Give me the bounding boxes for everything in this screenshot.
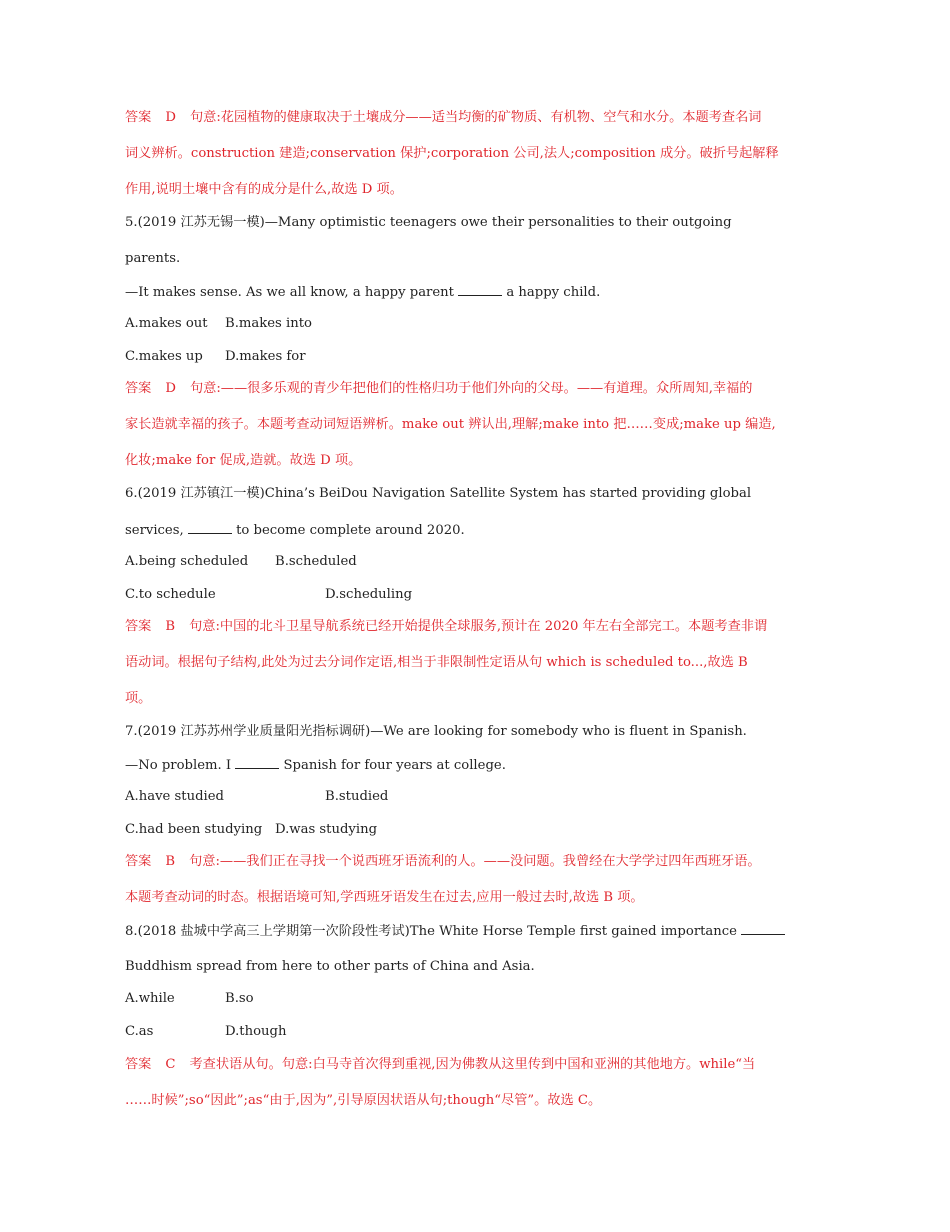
answer-key: B xyxy=(165,619,176,634)
q7-reply-after: Spanish for four years at college. xyxy=(283,758,506,773)
q5-reply xyxy=(125,283,600,302)
q8-stem-text: 8.(2018 盐城中学高三上学期第一次阶段性考试)The White Horse Temple first gained importance xyxy=(125,924,737,939)
q6-stem-line-1: 6.(2019 江苏镇江一模)China’s BeiDou Navigation Satellite System has started providing global xyxy=(125,486,752,501)
answer-text: 句意:中国的北斗卫星导航系统已经开始提供全球服务,预计在 2020 年左右全部完工。本题考查非谓 xyxy=(189,619,768,634)
answer-key: C xyxy=(165,1057,176,1072)
q7-options-row-2 xyxy=(125,821,378,839)
q5-option-c: C.makes up xyxy=(125,349,203,364)
answer-key: D xyxy=(165,110,176,125)
q7-reply-before: —No problem. I xyxy=(125,758,232,773)
answer-label: 答案 xyxy=(125,110,152,125)
q8-answer-blank xyxy=(741,922,785,935)
q5-options-row-2 xyxy=(125,348,306,366)
q5-options-row-1 xyxy=(125,315,312,333)
q7-option-b: B.studied xyxy=(325,789,389,804)
q8-option-a: A.while xyxy=(125,991,175,1006)
q8-stem-line-1 xyxy=(125,922,785,941)
q6-option-c: C.to schedule xyxy=(125,587,216,602)
q5-answer-blank xyxy=(458,283,502,296)
q5-reply-after: a happy child. xyxy=(506,285,601,300)
q7-reply xyxy=(125,756,506,775)
q8-options-row-2 xyxy=(125,1023,287,1041)
q7-option-a: A.have studied xyxy=(125,789,224,804)
q6-stem-before: services, xyxy=(125,523,184,538)
q7-answer-blank xyxy=(235,756,279,769)
q7-option-c: C.had been studying xyxy=(125,822,263,837)
q5-stem-line-2: parents. xyxy=(125,251,181,266)
answer-label: 答案 xyxy=(125,854,152,869)
answer-label: 答案 xyxy=(125,619,152,634)
q8-stem-line-2: Buddhism spread from here to other parts of China and Asia. xyxy=(125,959,535,974)
answer-text: 句意:——很多乐观的青少年把他们的性格归功于他们外向的父母。——有道理。众所周知,幸福的 xyxy=(189,381,753,396)
q4-answer-line-3: 作用,说明土壤中含有的成分是什么,故选 D 项。 xyxy=(125,182,403,197)
q7-stem-line-1: 7.(2019 江苏苏州学业质量阳光指标调研)—We are looking for somebody who is fluent in Spanish. xyxy=(125,724,747,739)
q5-option-a: A.makes out xyxy=(125,316,208,331)
q8-answer-line-2: ……时候”;so“因此”;as“由于,因为”,引导原因状语从句;though“尽管”。故选 C。 xyxy=(125,1093,602,1108)
answer-label: 答案 xyxy=(125,381,152,396)
q6-option-b: B.scheduled xyxy=(275,554,357,569)
q6-stem-line-2 xyxy=(125,521,465,540)
q5-option-d: D.makes for xyxy=(225,349,306,364)
q6-option-d: D.scheduling xyxy=(325,587,413,602)
q8-option-c: C.as xyxy=(125,1024,154,1039)
answer-text: 句意:——我们正在寻找一个说西班牙语流利的人。——没问题。我曾经在大学学过四年西班牙语。 xyxy=(189,854,761,869)
answer-text: 句意:花园植物的健康取决于土壤成分——适当均衡的矿物质、有机物、空气和水分。本题考查名词 xyxy=(189,110,762,125)
q5-option-b: B.makes into xyxy=(225,316,312,331)
q7-option-d: D.was studying xyxy=(275,822,378,837)
q8-option-b: B.so xyxy=(225,991,254,1006)
q7-answer-line-1 xyxy=(125,853,761,871)
q8-answer-line-1 xyxy=(125,1056,755,1074)
q5-stem-line-1: 5.(2019 江苏无锡一模)—Many optimistic teenagers owe their personalities to their outgoing xyxy=(125,215,732,230)
q6-answer-line-3: 项。 xyxy=(125,691,152,706)
q5-answer-line-1 xyxy=(125,380,752,398)
q8-option-d: D.though xyxy=(225,1024,287,1039)
q6-answer-line-1 xyxy=(125,618,767,636)
q6-options-row-2 xyxy=(125,586,413,604)
answer-key: B xyxy=(165,854,176,869)
q6-answer-line-2: 语动词。根据句子结构,此处为过去分词作定语,相当于非限制性定语从句 which is scheduled to...,故选 B xyxy=(125,655,748,670)
q4-answer-line-2: 词义辨析。construction 建造;conservation 保护;corporation 公司,法人;composition 成分。破折号起解释 xyxy=(125,146,779,161)
answer-key: D xyxy=(165,381,176,396)
q7-options-row-1 xyxy=(125,788,389,806)
answer-label: 答案 xyxy=(125,1057,152,1072)
q5-reply-before: —It makes sense. As we all know, a happy parent xyxy=(125,285,454,300)
q4-answer-line-1 xyxy=(125,109,761,127)
answer-text: 考查状语从句。句意:白马寺首次得到重视,因为佛教从这里传到中国和亚洲的其他地方。while“当 xyxy=(189,1057,756,1072)
q7-answer-line-2: 本题考查动词的时态。根据语境可知,学西班牙语发生在过去,应用一般过去时,故选 B 项。 xyxy=(125,890,644,905)
q6-stem-after: to become complete around 2020. xyxy=(236,523,465,538)
q6-answer-blank xyxy=(188,521,232,534)
q5-answer-line-2: 家长造就幸福的孩子。本题考查动词短语辨析。make out 辨认出,理解;make into 把……变成;make up 编造, xyxy=(125,417,776,432)
q6-options-row-1 xyxy=(125,553,357,571)
q5-answer-line-3: 化妆;make for 促成,造就。故选 D 项。 xyxy=(125,453,362,468)
q8-options-row-1 xyxy=(125,990,254,1008)
q6-option-a: A.being scheduled xyxy=(125,554,249,569)
